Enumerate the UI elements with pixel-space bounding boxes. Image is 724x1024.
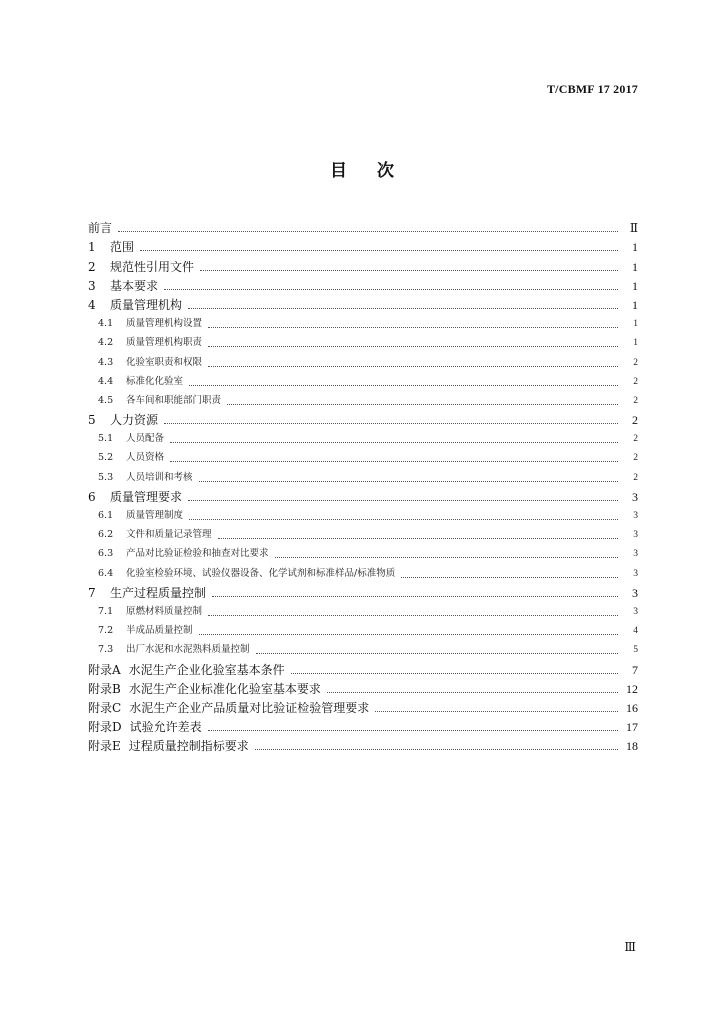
toc-entry[interactable] [88, 331, 638, 350]
toc-leader-dots [327, 691, 618, 693]
toc-entry-page: 3 [632, 585, 638, 600]
toc-entry-page: 3 [633, 606, 638, 617]
toc-entry-page: 5 [633, 645, 638, 656]
toc-entry-label: 人员资格 [126, 452, 165, 464]
toc-entry-page: Ⅱ [629, 221, 638, 236]
toc-entry-number: 5 [88, 413, 96, 428]
toc-entry-number: 5.3 [98, 471, 114, 483]
toc-entry-label: 人员培训和考核 [126, 471, 193, 483]
toc-leader-dots [275, 556, 618, 558]
toc-entry[interactable] [88, 312, 638, 331]
toc-entry[interactable] [88, 638, 638, 657]
toc-entry[interactable] [88, 370, 638, 389]
toc-entry[interactable] [88, 465, 638, 484]
toc-entry-page: 17 [626, 720, 638, 735]
toc-entry-number: 4.1 [98, 318, 114, 330]
toc-leader-dots [208, 614, 618, 616]
toc-entry[interactable] [88, 389, 638, 408]
toc-leader-dots [199, 633, 618, 635]
toc-leader-dots [375, 710, 618, 712]
toc-entry-page: 2 [633, 453, 638, 464]
toc-leader-dots [189, 518, 618, 520]
toc-entry-label: 产品对比验证检验和抽查对比要求 [126, 548, 269, 560]
toc-entry-number: 附录E [88, 739, 121, 754]
toc-entry[interactable] [88, 427, 638, 446]
toc-entry[interactable] [88, 677, 638, 696]
toc-entry[interactable] [88, 446, 638, 465]
toc-entry-label: 各车间和职能部门职责 [126, 394, 222, 406]
toc-entry-label: 原燃材料质量控制 [126, 605, 203, 617]
toc-entry-number: 6.3 [98, 548, 114, 560]
toc-entry-number: 7.3 [98, 644, 114, 656]
toc-entry-number: 3 [88, 278, 96, 293]
toc-entry[interactable] [88, 600, 638, 619]
toc-leader-dots [164, 288, 618, 290]
toc-entry-number: 6.1 [98, 510, 114, 521]
toc-entry[interactable] [88, 235, 638, 254]
toc-entry-label: 生产过程质量控制 [110, 585, 207, 600]
toc-leader-dots [188, 499, 618, 501]
toc-entry-label: 质量管理机构 [110, 297, 183, 312]
toc-entry-number: 附录B [88, 681, 121, 696]
toc-entry-page: 3 [633, 511, 638, 521]
toc-entry-page: 18 [626, 739, 638, 754]
toc-entry-label: 文件和质量记录管理 [126, 529, 212, 541]
toc-entry-page: 1 [632, 297, 638, 312]
toc-entry-label: 人力资源 [110, 413, 159, 428]
toc-entry-page: 2 [633, 395, 638, 406]
toc-entry[interactable] [88, 696, 638, 715]
toc-entry-page: 7 [632, 662, 638, 677]
toc-entry-label: 出厂水泥和水泥熟料质量控制 [126, 644, 250, 656]
toc-entry[interactable] [88, 657, 638, 676]
toc-entry[interactable] [88, 254, 638, 273]
toc-entry-page: 1 [632, 259, 638, 274]
toc-leader-dots [140, 249, 618, 251]
toc-leader-dots [218, 537, 618, 539]
toc-entry-number: 4.2 [98, 337, 114, 349]
toc-leader-dots [200, 269, 618, 271]
toc-leader-dots [291, 672, 618, 674]
toc-leader-dots [212, 595, 618, 597]
table-of-contents [88, 216, 638, 753]
toc-entry-label: 化验室职责和权限 [126, 356, 203, 368]
toc-leader-dots [189, 384, 618, 386]
toc-entry-label: 质量管理制度 [126, 510, 184, 521]
toc-entry-label: 质量管理机构设置 [126, 318, 203, 330]
toc-leader-dots [199, 480, 618, 482]
toc-entry-label: 前言 [88, 221, 113, 236]
toc-leader-dots [208, 729, 618, 731]
toc-entry-number: 6 [88, 489, 96, 504]
toc-entry-page: 2 [632, 413, 638, 428]
toc-entry-label: 范围 [110, 240, 135, 255]
toc-entry-label: 质量管理要求 [110, 489, 183, 504]
toc-entry[interactable] [88, 350, 638, 369]
toc-leader-dots [170, 460, 618, 462]
toc-entry-number: 4.4 [98, 375, 114, 387]
toc-entry-label: 基本要求 [110, 278, 159, 293]
toc-entry-number: 7.1 [98, 605, 114, 617]
toc-entry-page: 2 [633, 434, 638, 445]
toc-entry-page: 16 [626, 700, 638, 715]
toc-entry[interactable] [88, 542, 638, 561]
toc-entry-number: 1 [88, 240, 96, 255]
toc-leader-dots [256, 652, 618, 654]
toc-entry-page: 2 [633, 376, 638, 387]
toc-leader-dots [170, 441, 618, 443]
toc-entry-page: 2 [633, 357, 638, 368]
toc-leader-dots [188, 307, 618, 309]
toc-entry[interactable] [88, 619, 638, 638]
toc-entry-number: 4.5 [98, 394, 114, 406]
toc-entry-label: 水泥生产企业标准化化验室基本要求 [128, 681, 321, 696]
toc-entry-number: 5.2 [98, 452, 114, 464]
toc-entry-page: 2 [633, 472, 638, 483]
toc-entry-label: 试验允许差表 [129, 720, 202, 735]
toc-leader-dots [118, 230, 618, 232]
toc-leader-dots [401, 576, 618, 578]
toc-leader-dots [164, 422, 618, 424]
toc-entry[interactable] [88, 485, 638, 504]
toc-entry-label: 半成品质量控制 [126, 625, 193, 637]
toc-entry-label: 人员配备 [126, 433, 165, 445]
toc-entry[interactable] [88, 293, 638, 312]
toc-entry-page: 3 [633, 530, 638, 541]
toc-entry-number: 4.3 [98, 356, 114, 368]
toc-entry-label: 标准化化验室 [126, 375, 184, 387]
toc-entry[interactable] [88, 274, 638, 293]
toc-entry-number: 7 [88, 585, 96, 600]
toc-entry-page: 1 [632, 278, 638, 293]
toc-leader-dots [208, 345, 618, 347]
toc-entry-number: 4 [88, 297, 96, 312]
toc-entry-label: 水泥生产企业化验室基本条件 [128, 662, 285, 677]
toc-entry-number: 6.2 [98, 529, 114, 541]
toc-entry[interactable] [88, 561, 638, 580]
toc-entry-page: 1 [632, 240, 638, 255]
toc-entry-page: 12 [626, 681, 638, 696]
toc-entry-page: 1 [633, 338, 638, 349]
page-number: Ⅲ [624, 940, 636, 954]
toc-entry-page: 3 [633, 549, 638, 560]
toc-entry-number: 7.2 [98, 625, 114, 637]
toc-entry[interactable] [88, 734, 638, 753]
toc-entry-page: 3 [632, 489, 638, 504]
toc-entry-label: 过程质量控制指标要求 [128, 739, 249, 754]
toc-entry-number: 附录D [88, 720, 122, 735]
toc-entry-label: 质量管理机构职责 [126, 337, 203, 349]
toc-leader-dots [227, 403, 618, 405]
toc-leader-dots [208, 326, 618, 328]
toc-entry[interactable] [88, 504, 638, 523]
toc-entry-page: 1 [633, 319, 638, 330]
toc-entry-number: 2 [88, 259, 96, 274]
toc-entry-page: 4 [633, 626, 638, 637]
toc-entry-number: 6.4 [98, 567, 114, 579]
toc-entry-number: 附录A [88, 662, 121, 677]
toc-leader-dots [255, 748, 618, 750]
toc-entry-label: 化验室检验环境、试验仪器设备、化学试剂和标准样品/标准物质 [126, 567, 396, 579]
toc-entry[interactable] [88, 715, 638, 734]
toc-leader-dots [208, 365, 618, 367]
toc-entry-label: 水泥生产企业产品质量对比验证检验管理要求 [129, 700, 370, 715]
toc-entry[interactable] [88, 581, 638, 600]
toc-entry[interactable] [88, 408, 638, 427]
toc-entry-label: 规范性引用文件 [110, 259, 195, 274]
document-code: T/CBMF 17 2017 [546, 82, 638, 96]
toc-entry-number: 附录C [88, 700, 122, 715]
toc-entry-number: 5.1 [98, 433, 114, 445]
toc-entry-page: 3 [633, 568, 638, 579]
toc-entry[interactable] [88, 216, 638, 235]
toc-entry[interactable] [88, 523, 638, 542]
toc-title: 目次 [330, 161, 424, 181]
